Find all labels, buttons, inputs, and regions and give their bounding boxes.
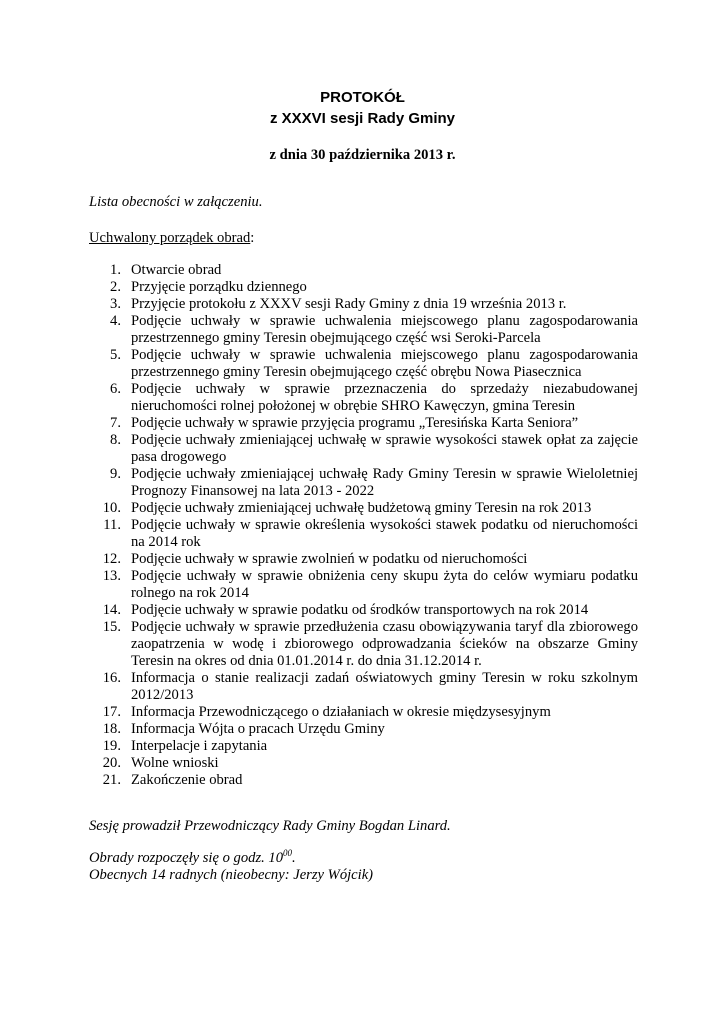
agenda-item-text: Zakończenie obrad: [131, 772, 243, 788]
agenda-item-text: Informacja Wójta o pracach Urzędu Gminy: [131, 721, 385, 737]
agenda-item-text: Podjęcie uchwały w sprawie obniżenia ceny skupu żyta do celów wymiaru podatku rolnego na rok 2014: [131, 568, 638, 601]
agenda-item-text: Podjęcie uchwały w sprawie zwolnień w podatku od nieruchomości: [131, 551, 528, 567]
agenda-item-number: 5.: [110, 347, 121, 363]
agenda-item-text: Podjęcie uchwały zmieniającej uchwałę Rady Gminy Teresin w sprawie Wieloletniej Prognozy Finansowej na lata 2013 - 2022: [131, 466, 638, 499]
agenda-item-number: 1.: [110, 262, 121, 278]
agenda-item-text: Przyjęcie porządku dziennego: [131, 279, 307, 295]
agenda-item: [89, 500, 638, 517]
agenda-item-text: Podjęcie uchwały w sprawie uchwalenia miejscowego planu zagospodarowania przestrzennego gminy Teresin obejmującego część obrębu Nowa Piasecznica: [131, 347, 638, 380]
agenda-item: [89, 568, 638, 602]
agenda-item-number: 12.: [102, 551, 121, 567]
agenda-item: [89, 721, 638, 738]
agenda-item-number: 18.: [102, 721, 121, 737]
agenda-item: [89, 432, 638, 466]
agenda-item: [89, 466, 638, 500]
agenda-item: [89, 517, 638, 551]
agenda-item-number: 14.: [102, 602, 121, 618]
agenda-item-number: 19.: [102, 738, 121, 754]
document-subtitle: z XXXVI sesji Rady Gminy: [269, 110, 456, 127]
session-start-time: [89, 850, 296, 867]
agenda-item-text: Podjęcie uchwały w sprawie określenia wysokości stawek podatku od nieruchomości na 2014 rok: [131, 517, 638, 550]
agenda-item: [89, 755, 638, 772]
agenda-heading-text: Uchwalony porządek obrad: [89, 230, 251, 246]
agenda-list: [89, 262, 638, 789]
agenda-item-text: Podjęcie uchwały w sprawie przeznaczenia do sprzedaży niezabudowanej nieruchomości rolnej położonej w obrębie SHRO Kawęczyn, gmina Teresin: [131, 381, 638, 414]
agenda-item-text: Przyjęcie protokołu z XXXV sesji Rady Gminy z dnia 19 września 2013 r.: [131, 296, 567, 312]
document-title: PROTOKÓŁ: [320, 89, 405, 106]
agenda-item: [89, 602, 638, 619]
agenda-item-text: Otwarcie obrad: [131, 262, 222, 278]
agenda-item-number: 16.: [102, 670, 121, 686]
agenda-item-number: 15.: [102, 619, 121, 635]
agenda-item: [89, 381, 638, 415]
agenda-item-text: Podjęcie uchwały w sprawie przyjęcia programu „Teresińska Karta Seniora”: [131, 415, 579, 431]
agenda-item-number: 6.: [110, 381, 121, 397]
agenda-item-text: Wolne wnioski: [131, 755, 219, 771]
agenda-heading: [89, 230, 254, 247]
agenda-item-text: Podjęcie uchwały w sprawie uchwalenia miejscowego planu zagospodarowania przestrzennego gminy Teresin obejmującego część wsi Seroki-Parcela: [131, 313, 638, 346]
agenda-item-text: Podjęcie uchwały w sprawie podatku od środków transportowych na rok 2014: [131, 602, 589, 618]
agenda-item-number: 7.: [110, 415, 121, 431]
agenda-item: [89, 279, 638, 296]
document-date: z dnia 30 października 2013 r.: [269, 147, 456, 163]
agenda-item-number: 10.: [102, 500, 121, 516]
agenda-item-number: 20.: [102, 755, 121, 771]
session-start-prefix: Obrady rozpoczęły się o godz. 10: [89, 850, 284, 866]
session-start-minutes: 00: [283, 848, 293, 859]
agenda-item-text: Informacja o stanie realizacji zadań oświatowych gminy Teresin w roku szkolnym 2012/2013: [131, 670, 638, 703]
agenda-item: [89, 415, 638, 432]
agenda-item-number: 13.: [102, 568, 121, 584]
agenda-item: [89, 347, 638, 381]
agenda-item-number: 9.: [110, 466, 121, 482]
agenda-item-number: 4.: [110, 313, 121, 329]
agenda-item-text: Podjęcie uchwały zmieniającej uchwałę w sprawie wysokości stawek opłat za zajęcie pasa drogowego: [131, 432, 638, 465]
session-start-suffix: .: [292, 850, 296, 866]
agenda-item-number: 17.: [102, 704, 121, 720]
agenda-item-number: 2.: [110, 279, 121, 295]
agenda-item: [89, 738, 638, 755]
agenda-item: [89, 313, 638, 347]
chairman-note: Sesję prowadził Przewodniczący Rady Gminy Bogdan Linard.: [89, 818, 451, 834]
agenda-item-text: Informacja Przewodniczącego o działaniach w okresie międzysesyjnym: [131, 704, 551, 720]
agenda-item-text: Interpelacje i zapytania: [131, 738, 268, 754]
agenda-item-text: Podjęcie uchwały w sprawie przedłużenia czasu obowiązywania taryf dla zbiorowego zaopatrzenia w wodę i zbiorowego odprowadzania ścieków na obszarze Gminy Teresin na okres od dnia 01.01.2014 r. do dnia 31.12.2014 r.: [131, 619, 638, 669]
agenda-heading-colon: :: [250, 230, 255, 246]
agenda-item: [89, 619, 638, 670]
attendance-note: Lista obecności w załączeniu.: [89, 194, 263, 210]
agenda-item: [89, 296, 638, 313]
agenda-item: [89, 704, 638, 721]
present-councillors: Obecnych 14 radnych (nieobecny: Jerzy Wójcik): [89, 867, 374, 883]
agenda-item: [89, 262, 638, 279]
agenda-item-number: 8.: [110, 432, 121, 448]
agenda-item-number: 3.: [110, 296, 121, 312]
agenda-item: [89, 670, 638, 704]
agenda-item-number: 21.: [102, 772, 121, 788]
agenda-item-text: Podjęcie uchwały zmieniającej uchwałę budżetową gminy Teresin na rok 2013: [131, 500, 592, 516]
agenda-item: [89, 551, 638, 568]
agenda-item: [89, 772, 638, 789]
agenda-item-number: 11.: [103, 517, 121, 533]
